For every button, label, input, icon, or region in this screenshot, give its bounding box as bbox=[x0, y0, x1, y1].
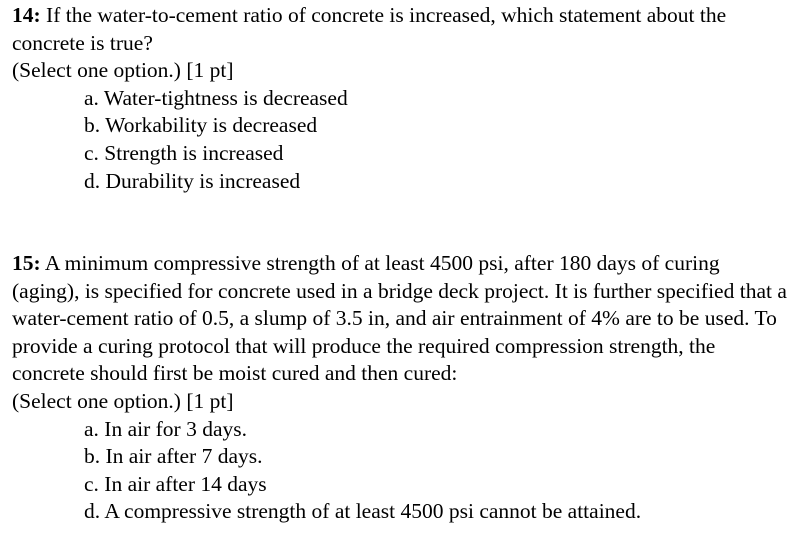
option-text: Durability is increased bbox=[105, 168, 301, 193]
option-c[interactable] bbox=[12, 471, 792, 499]
option-text: A compressive strength of at least 4500 psi cannot be attained. bbox=[104, 499, 642, 524]
option-d[interactable] bbox=[12, 168, 792, 196]
question-text bbox=[12, 250, 792, 388]
option-b[interactable] bbox=[12, 443, 792, 471]
question-stem bbox=[12, 250, 792, 416]
option-text: Strength is increased bbox=[104, 140, 284, 165]
option-letter: a. bbox=[84, 85, 99, 110]
option-c[interactable] bbox=[12, 140, 792, 168]
option-list bbox=[12, 416, 792, 526]
option-letter: d. bbox=[84, 168, 101, 193]
option-text: In air after 14 days bbox=[104, 471, 267, 496]
question-number: 14: bbox=[12, 3, 41, 27]
option-text: In air after 7 days. bbox=[105, 444, 263, 469]
question-instruction: (Select one option.) [1 pt] bbox=[12, 58, 234, 83]
question-number: 15: bbox=[12, 251, 41, 275]
option-text: Workability is decreased bbox=[105, 113, 318, 138]
question-instruction: (Select one option.) [1 pt] bbox=[12, 388, 234, 413]
option-a[interactable] bbox=[12, 416, 792, 444]
option-letter: c. bbox=[84, 471, 99, 496]
question-15 bbox=[12, 250, 792, 526]
option-letter: b. bbox=[84, 444, 101, 469]
option-text: In air for 3 days. bbox=[104, 416, 247, 441]
question-stem bbox=[12, 2, 792, 85]
question-text bbox=[12, 2, 792, 57]
question-prompt: If the water-to-cement ratio of concrete is increased, which statement about the concrete is true? bbox=[12, 3, 727, 55]
option-letter: a. bbox=[84, 416, 99, 441]
question-14 bbox=[12, 2, 792, 195]
option-letter: c. bbox=[84, 140, 99, 165]
option-a[interactable] bbox=[12, 85, 792, 113]
option-list bbox=[12, 85, 792, 195]
option-letter: b. bbox=[84, 113, 101, 138]
option-text: Water-tightness is decreased bbox=[103, 85, 348, 110]
option-d[interactable] bbox=[12, 498, 792, 526]
option-b[interactable] bbox=[12, 112, 792, 140]
question-prompt: A minimum compressive strength of at least 4500 psi, after 180 days of curing (aging), is specified for concrete used in a bridge deck project. It is further specified that a water-cement ratio of 0.5, a slump of 3.5 in, and air entrainment of 4% are to be used. To provide a curing protocol that will produce the required compression strength, the concrete should first be moist cured and then cured: bbox=[12, 251, 787, 386]
option-letter: d. bbox=[84, 499, 101, 524]
